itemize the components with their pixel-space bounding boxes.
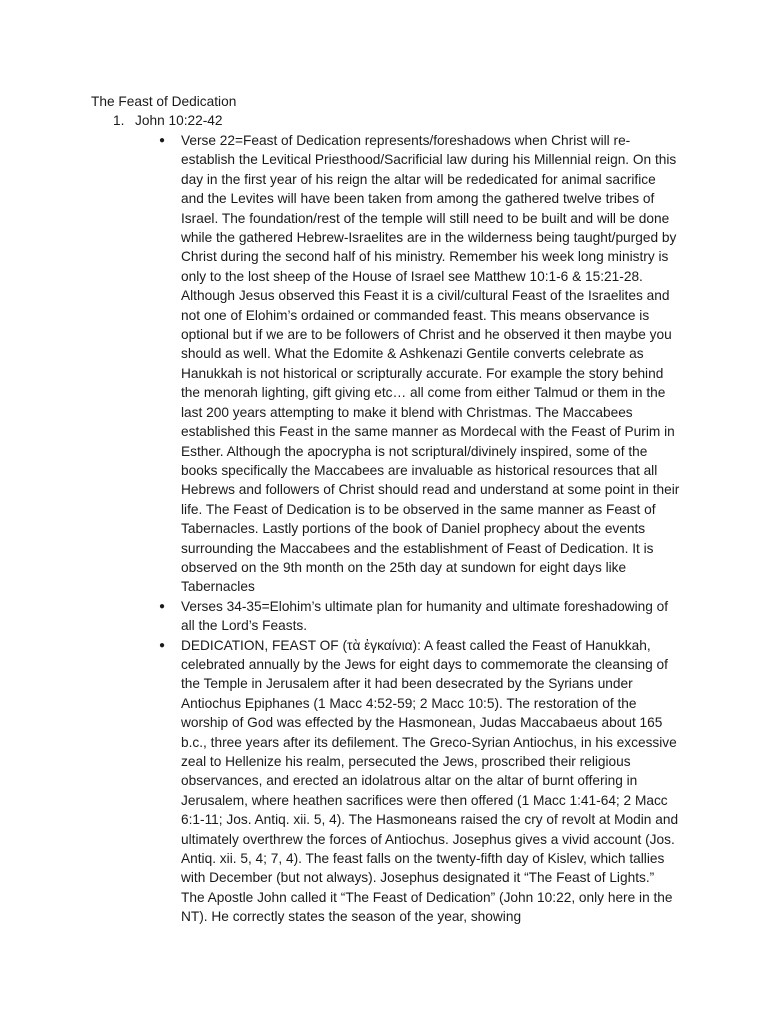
bullet-dedication-feast: ● DEDICATION, FEAST OF (τὰ ἐγκαίνια): A feast called the Feast of Hanukkah, celebrated annually by the Jews for eight days to commemorate the cleansing of the Temple in Jerusalem after it had been desecrated by the Syrians under Antiochus Epiphanes (1 Macc 4:52-59; 2 Macc 10:5). The restoration of the worship of God was effected by the Hasmonean, Judas Maccabaeus about 165 b.c., three years after its defilement. The Greco-Syrian Antiochus, in his excessive zeal to Hellenize his realm, persecuted the Jews, proscribed their religious observances, and erected an idolatrous altar on the altar of burnt offering in Jerusalem, where heathen sacrifices were then offered (1 Macc 1:41-64; 2 Macc 6:1-11; Jos. Antiq. xii. 5, 4). The Hasmoneans raised the cry of revolt at Modin and ultimately overthrew the forces of Antiochus. Josephus gives a vivid account (Jos. Antiq. xii. 5, 4; 7, 4). The feast falls on the twenty-fifth day of Kislev, which tallies with December (but not always). Josephus designated it “The Feast of Lights.” The Apostle John called it “The Feast of Dedication” (John 10:22, only here in the NT). He correctly states the season of the year, showing <box>181 636 681 927</box>
list-item-text: John 10:22-42 <box>135 113 223 128</box>
document-title: The Feast of Dedication <box>91 94 237 109</box>
bullet-verses-34-35: ● Verses 34-35=Elohim’s ultimate plan for humanity and ultimate foreshadowing of all the Lord’s Feasts. <box>181 597 681 636</box>
bullet-list <box>181 131 681 927</box>
list-number: 1. <box>113 113 125 128</box>
bullet-verse-22: ● Verse 22=Feast of Dedication represents/foreshadows when Christ will re-establish the Levitical Priesthood/Sacrificial law during his Millennial reign. On this day in the first year of his reign the altar will be rededicated for animal sacrifice and the Levites will have been taken from among the gathered twelve tribes of Israel. The foundation/rest of the temple will still need to be built and will be done while the gathered Hebrew-Israelites are in the wilderness being taught/purged by Christ during the second half of his ministry. Remember his week long ministry is only to the lost sheep of the House of Israel see Matthew 10:1-6 & 15:21-28. Although Jesus observed this Feast it is a civil/cultural Feast of the Israelites and not one of Elohim’s ordained or commanded feast. This means observance is optional but if we are to be followers of Christ and he observed it then maybe you should as well. What the Edomite & Ashkenazi Gentile converts celebrate as Hanukkah is not historical or scripturally accurate. For example the story behind the menorah lighting, gift giving etc… all come from either Talmud or them in the last 200 years attempting to make it blend with Christmas. The Maccabees established this Feast in the same manner as Mordecal with the Feast of Purim in Esther. Although the apocrypha is not scriptural/divinely inspired, some of the books specifically the Maccabees are invaluable as historical resources that all Hebrews and followers of Christ should read and understand at some point in their life. The Feast of Dedication is to be observed in the same manner as Feast of Tabernacles. Lastly portions of the book of Daniel prophecy about the events surrounding the Maccabees and the establishment of Feast of Dedication. It is observed on the 9th month on the 25th day at sundown for eight days like Tabernacles <box>181 131 681 597</box>
numbered-list-item <box>113 111 223 130</box>
